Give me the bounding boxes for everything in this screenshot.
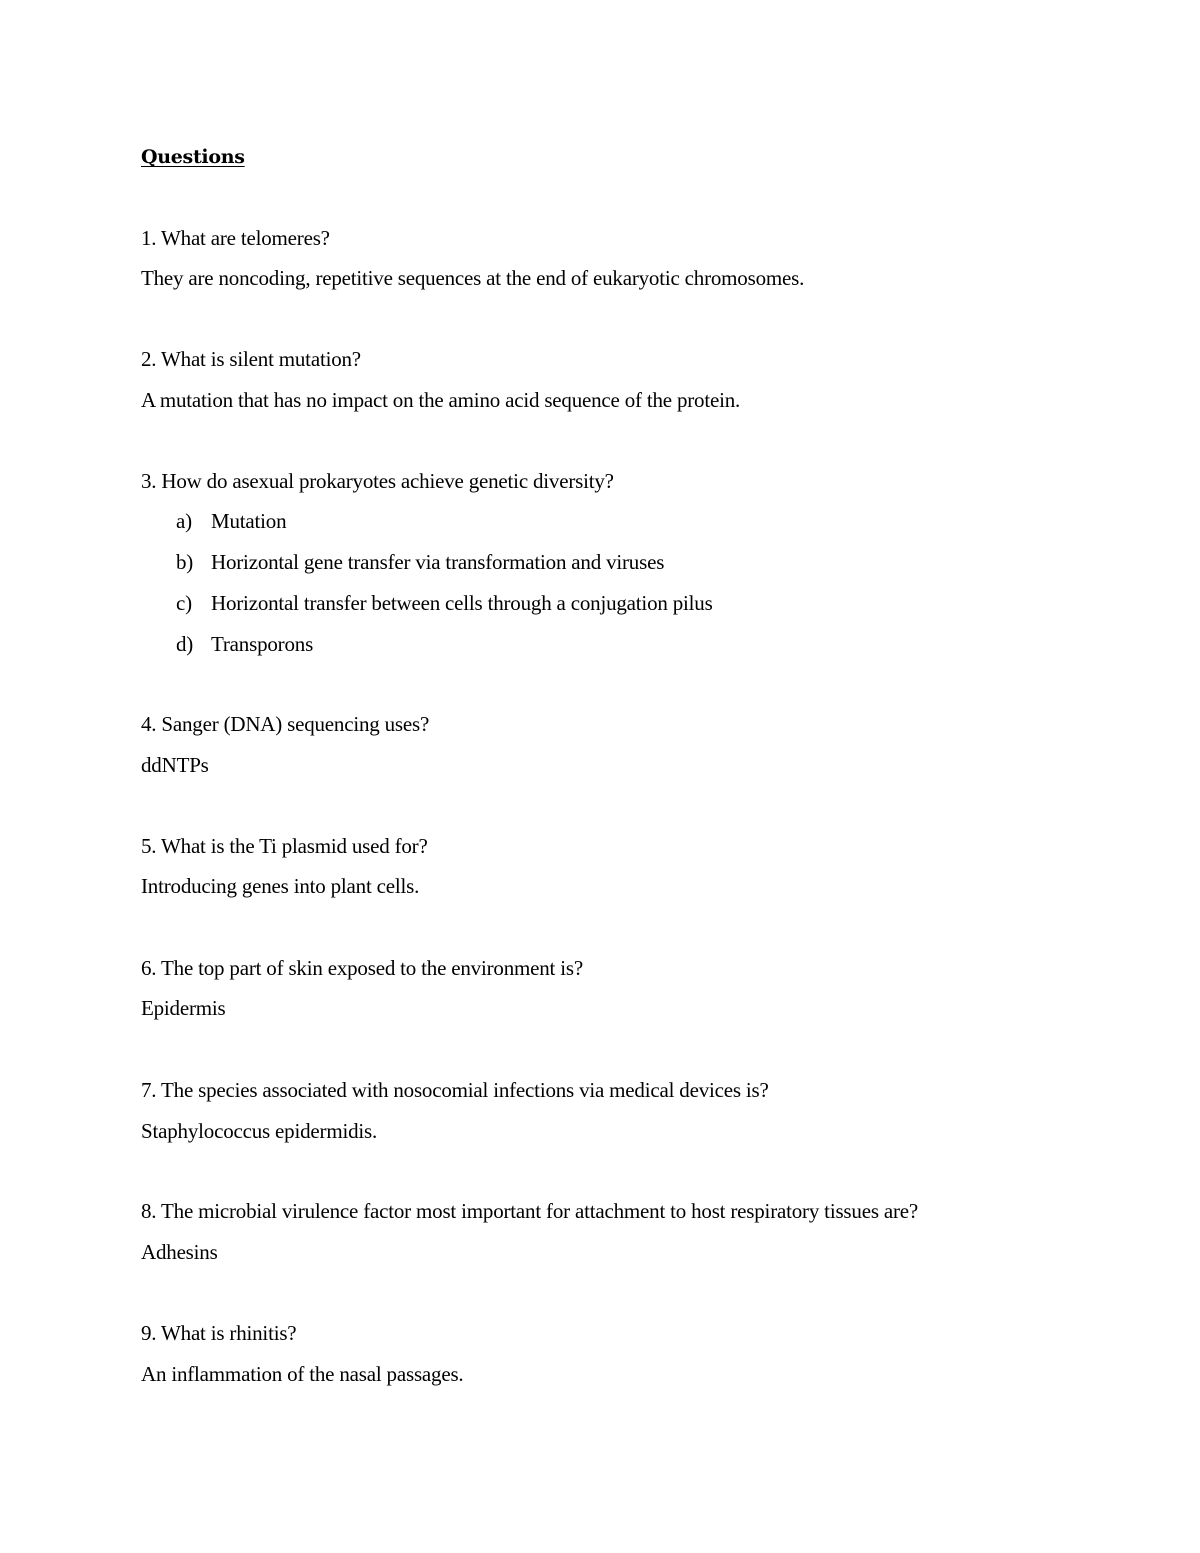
question-5: 5. What is the Ti plasmid used for?	[141, 834, 428, 858]
option-c-text: Horizontal transfer between cells through a conjugation pilus	[211, 591, 713, 615]
answer-5: Introducing genes into plant cells.	[141, 874, 420, 898]
option-c-letter: c)	[176, 591, 192, 615]
option-c	[176, 589, 713, 617]
option-d-letter: d)	[176, 632, 194, 656]
option-a-letter: a)	[176, 509, 192, 533]
question-9: 9. What is rhinitis?	[141, 1321, 297, 1345]
option-d-text: Transporons	[211, 632, 314, 656]
question-4: 4. Sanger (DNA) sequencing uses?	[141, 712, 430, 736]
answer-1: They are noncoding, repetitive sequences at the end of eukaryotic chromosomes.	[141, 266, 805, 290]
answer-9: An inflammation of the nasal passages.	[141, 1362, 464, 1386]
question-6: 6. The top part of skin exposed to the environment is?	[141, 956, 583, 980]
option-b	[176, 548, 664, 576]
option-a	[176, 507, 286, 535]
question-8: 8. The microbial virulence factor most important for attachment to host respiratory tissues are?	[141, 1199, 918, 1223]
page-heading: Questions	[141, 146, 245, 168]
question-2: 2. What is silent mutation?	[141, 347, 361, 371]
answer-7: Staphylococcus epidermidis.	[141, 1119, 378, 1143]
answer-8: Adhesins	[141, 1240, 218, 1264]
question-7: 7. The species associated with nosocomial infections via medical devices is?	[141, 1078, 769, 1102]
option-b-letter: b)	[176, 550, 194, 574]
option-a-text: Mutation	[211, 509, 287, 533]
answer-4: ddNTPs	[141, 753, 209, 777]
question-1: 1. What are telomeres?	[141, 226, 330, 250]
option-b-text: Horizontal gene transfer via transformation and viruses	[211, 550, 665, 574]
answer-6: Epidermis	[141, 996, 226, 1020]
answer-2: A mutation that has no impact on the amino acid sequence of the protein.	[141, 388, 741, 412]
question-3: 3. How do asexual prokaryotes achieve genetic diversity?	[141, 469, 614, 493]
option-d	[176, 630, 313, 658]
